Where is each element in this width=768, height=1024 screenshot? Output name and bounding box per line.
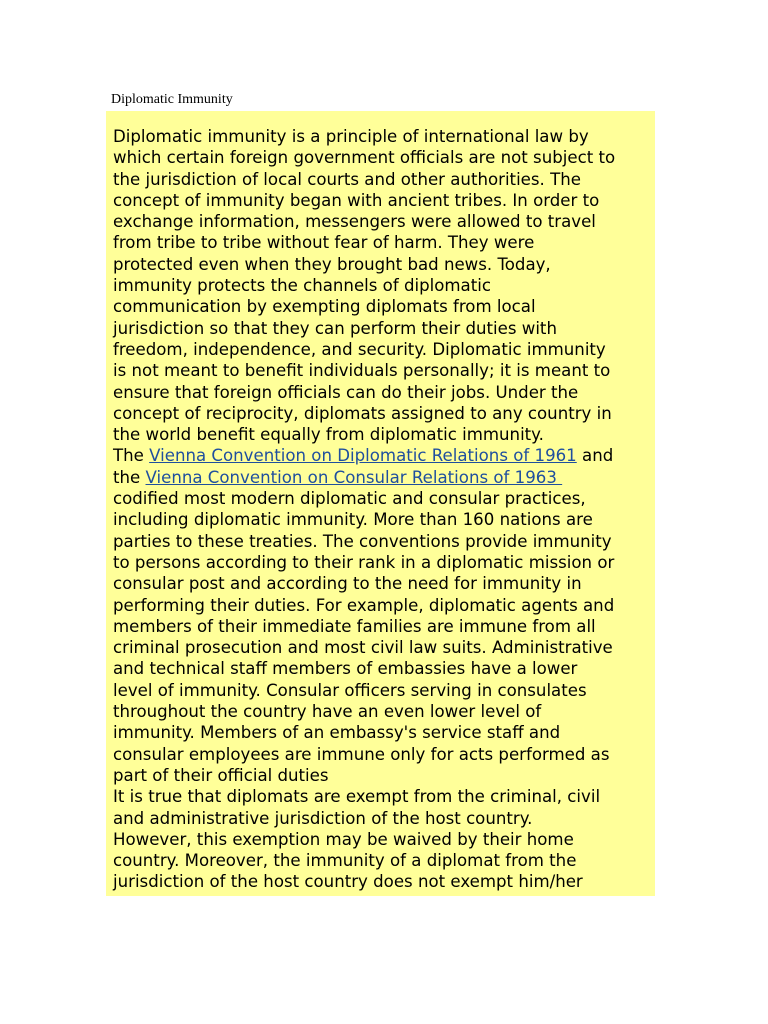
body-line-with-link — [113, 445, 655, 466]
body-line: immunity protects the channels of diplomatic — [113, 276, 491, 296]
body-line: immunity. Members of an embassy's service staff and — [113, 723, 561, 743]
body-line: communication by exempting diplomats from local — [113, 297, 536, 317]
body-line: to persons according to their rank in a diplomatic mission or — [113, 552, 615, 572]
body-line: level of immunity. Consular officers serving in consulates — [113, 680, 587, 700]
body-line: codified most modern diplomatic and consular practices, — [113, 489, 586, 509]
body-line: country. Moreover, the immunity of a diplomat from the — [113, 851, 577, 871]
body-line: parties to these treaties. The conventions provide immunity — [113, 531, 612, 551]
line-suffix: and — [576, 446, 614, 466]
body-line: exchange information, messengers were allowed to travel — [113, 212, 596, 232]
body-line: the jurisdiction of local courts and other authorities. The — [113, 169, 581, 189]
body-line-with-link — [113, 467, 655, 488]
body-line: It is true that diplomats are exempt from the criminal, civil — [113, 787, 601, 807]
highlighted-content-box — [106, 111, 655, 896]
body-line: protected even when they brought bad news. Today, — [113, 254, 551, 274]
body-line: jurisdiction of the host country does not exempt him/her — [113, 872, 583, 892]
body-line: jurisdiction so that they can perform their duties with — [113, 318, 557, 338]
body-line: concept of reciprocity, diplomats assigned to any country in — [113, 403, 612, 423]
body-line: ensure that foreign officials can do their jobs. Under the — [113, 382, 579, 402]
body-line: from tribe to tribe without fear of harm. They were — [113, 233, 535, 253]
body-line: including diplomatic immunity. More than 160 nations are — [113, 510, 593, 530]
body-line: the world benefit equally from diplomatic immunity. — [113, 425, 544, 445]
body-line: and technical staff members of embassies have a lower — [113, 659, 578, 679]
body-line: concept of immunity began with ancient tribes. In order to — [113, 190, 600, 210]
body-line: consular employees are immune only for acts performed as — [113, 744, 610, 764]
line-prefix: The — [113, 446, 150, 466]
body-line: performing their duties. For example, diplomatic agents and — [113, 595, 615, 615]
body-line: part of their official duties — [113, 765, 329, 785]
body-line: throughout the country have an even lower level of — [113, 702, 542, 722]
body-line: consular post and according to the need for immunity in — [113, 574, 582, 594]
vienna-consular-convention-link[interactable]: Vienna Convention on Consular Relations of 1963 — [145, 467, 563, 487]
body-line: which certain foreign government officials are not subject to — [113, 148, 616, 168]
body-line: freedom, independence, and security. Diplomatic immunity — [113, 339, 606, 359]
body-line: members of their immediate families are immune from all — [113, 616, 596, 636]
body-line: criminal prosecution and most civil law suits. Administrative — [113, 638, 613, 658]
body-line: However, this exemption may be waived by their home — [113, 829, 574, 849]
body-line: and administrative jurisdiction of the host country. — [113, 808, 533, 828]
body-line: Diplomatic immunity is a principle of international law by — [113, 127, 589, 146]
document-body — [113, 126, 655, 893]
vienna-diplomatic-convention-link[interactable]: Vienna Convention on Diplomatic Relations of 1961 — [149, 446, 577, 466]
line-prefix: the — [113, 467, 146, 487]
document-title: Diplomatic Immunity — [111, 92, 233, 107]
body-line: is not meant to benefit individuals personally; it is meant to — [113, 361, 611, 381]
